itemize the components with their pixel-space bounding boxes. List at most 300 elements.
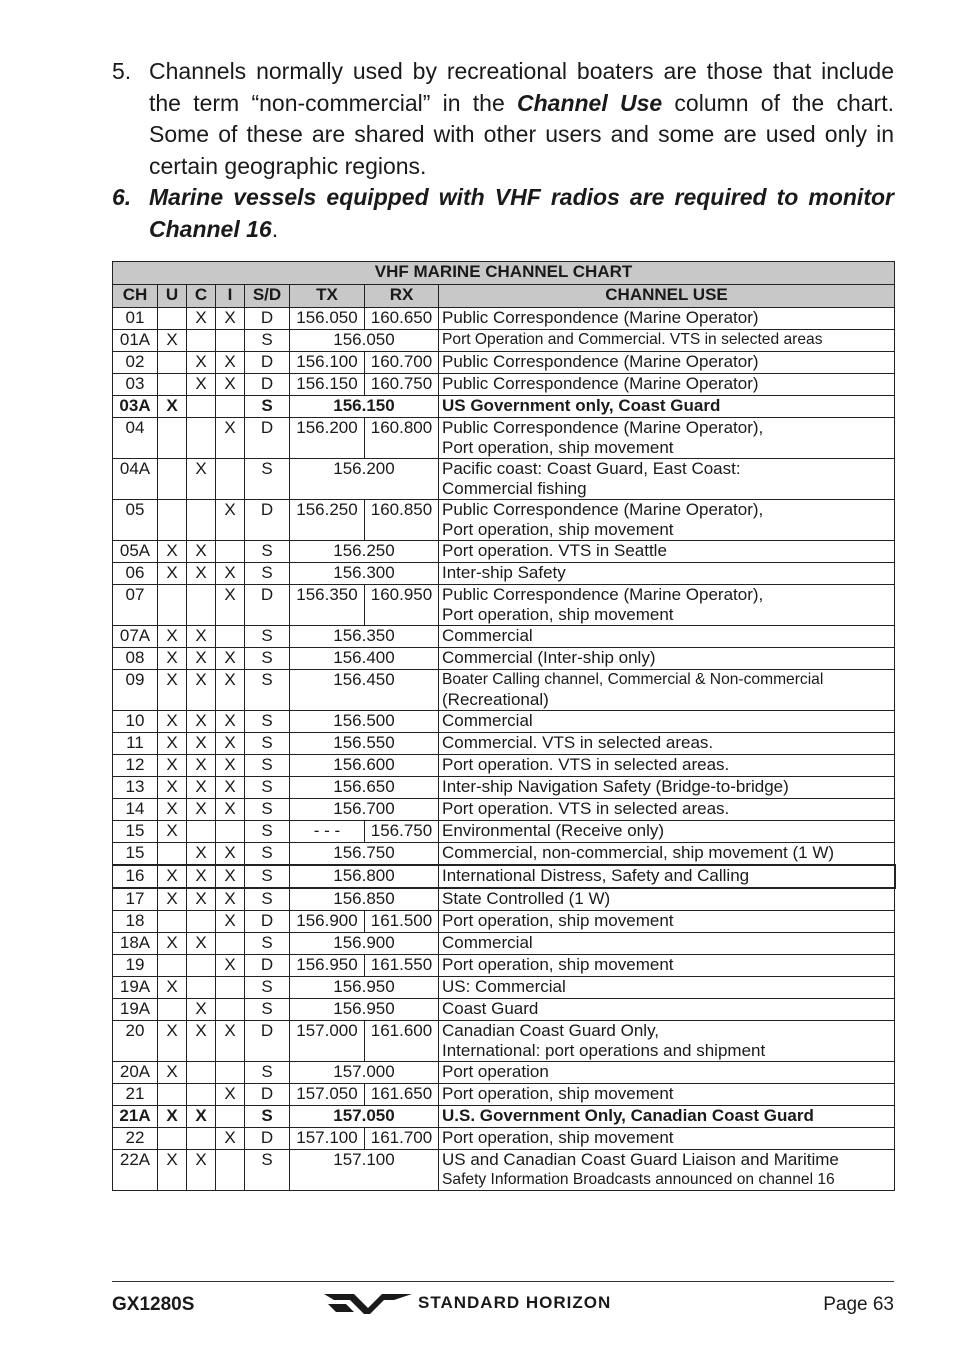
cell-international: X: [216, 955, 245, 977]
cell-channel: 04: [113, 418, 158, 459]
model-name: GX1280S: [112, 1294, 195, 1315]
table-row: [113, 626, 895, 648]
channel-use-line: Port operation. VTS in selected areas.: [442, 799, 730, 818]
cell-frequency: 156.600: [290, 755, 439, 777]
table-row: [113, 418, 895, 459]
brand-name: STANDARD HORIZON: [418, 1293, 612, 1312]
cell-international: X: [216, 374, 245, 396]
cell-simplex-duplex: S: [245, 933, 290, 955]
cell-channel-use: [439, 352, 895, 374]
cell-simplex-duplex: S: [245, 670, 290, 711]
channel-use-line: Commercial fishing: [442, 479, 587, 498]
cell-us: X: [158, 626, 187, 648]
cell-frequency: 157.050: [290, 1106, 439, 1128]
cell-international: X: [216, 1084, 245, 1106]
cell-international: X: [216, 418, 245, 459]
instruction-item-6: [112, 182, 894, 245]
cell-canada: X: [187, 459, 216, 500]
cell-us: X: [158, 1106, 187, 1128]
vhf-channel-table: [112, 261, 896, 1191]
cell-simplex-duplex: D: [245, 1128, 290, 1150]
cell-us: X: [158, 755, 187, 777]
cell-channel-use: [439, 777, 895, 799]
table-row: [113, 1084, 895, 1106]
channel-use-line: Commercial: [442, 711, 533, 730]
channel-use-line: Public Correspondence (Marine Operator),: [442, 500, 764, 519]
cell-us: [158, 1128, 187, 1150]
cell-channel: 14: [113, 799, 158, 821]
channel-use-line: US and Canadian Coast Guard Liaison and Maritime: [442, 1150, 839, 1169]
item-text-pre: Channels normally used by recreational boaters are those that include the term “non-commercial” in the: [149, 58, 894, 116]
cell-canada: X: [187, 1021, 216, 1062]
cell-us: X: [158, 670, 187, 711]
cell-simplex-duplex: D: [245, 308, 290, 330]
cell-simplex-duplex: D: [245, 500, 290, 541]
cell-simplex-duplex: D: [245, 1021, 290, 1062]
item-text-post: column of the chart. Some of these are shared with other users and some are used only in certain geographic regions.: [149, 89, 894, 179]
cell-us: X: [158, 1062, 187, 1084]
channel-use-line: State Controlled (1 W): [442, 889, 611, 908]
cell-channel-use: [439, 1106, 895, 1128]
table-row: [113, 330, 895, 352]
cell-canada: [187, 418, 216, 459]
cell-international: X: [216, 799, 245, 821]
cell-channel-use: [439, 670, 895, 711]
channel-use-line: Commercial. VTS in selected areas.: [442, 733, 714, 752]
cell-channel: 11: [113, 733, 158, 755]
cell-simplex-duplex: S: [245, 977, 290, 999]
cell-channel: 08: [113, 648, 158, 670]
table-row: [113, 733, 895, 755]
cell-channel: 18A: [113, 933, 158, 955]
cell-rx: 161.500: [365, 911, 439, 933]
cell-rx: 160.950: [365, 585, 439, 626]
cell-channel: 04A: [113, 459, 158, 500]
cell-simplex-duplex: S: [245, 541, 290, 563]
cell-us: [158, 459, 187, 500]
table-row: [113, 563, 895, 585]
cell-simplex-duplex: S: [245, 888, 290, 911]
cell-simplex-duplex: S: [245, 1106, 290, 1128]
cell-channel: 03A: [113, 396, 158, 418]
cell-international: X: [216, 500, 245, 541]
cell-channel-use: [439, 888, 895, 911]
cell-canada: X: [187, 777, 216, 799]
cell-simplex-duplex: S: [245, 999, 290, 1021]
cell-us: [158, 999, 187, 1021]
cell-channel-use: [439, 648, 895, 670]
cell-channel: 09: [113, 670, 158, 711]
channel-use-line: Port operation, ship movement: [442, 1084, 674, 1103]
cell-channel: 03: [113, 374, 158, 396]
cell-canada: [187, 585, 216, 626]
cell-channel: 20A: [113, 1062, 158, 1084]
cell-channel: 19A: [113, 977, 158, 999]
cell-canada: [187, 911, 216, 933]
cell-us: [158, 374, 187, 396]
item-text: [149, 182, 894, 245]
cell-simplex-duplex: S: [245, 396, 290, 418]
cell-tx: - - -: [290, 821, 365, 843]
channel-use-line: Port operation. VTS in selected areas.: [442, 755, 730, 774]
cell-international: [216, 330, 245, 352]
cell-simplex-duplex: S: [245, 330, 290, 352]
cell-us: X: [158, 777, 187, 799]
cell-us: X: [158, 888, 187, 911]
cell-international: [216, 1062, 245, 1084]
cell-channel-use: [439, 541, 895, 563]
cell-canada: X: [187, 563, 216, 585]
cell-tx: 157.050: [290, 1084, 365, 1106]
page-footer: [112, 1281, 894, 1332]
cell-international: X: [216, 670, 245, 711]
cell-frequency: 156.750: [290, 843, 439, 866]
channel-use-line: Public Correspondence (Marine Operator),: [442, 418, 764, 437]
instruction-item-5: [112, 56, 894, 182]
item-number: 6.: [112, 184, 132, 211]
cell-us: [158, 585, 187, 626]
cell-channel-use: [439, 755, 895, 777]
cell-channel: 02: [113, 352, 158, 374]
cell-us: X: [158, 648, 187, 670]
cell-channel: 22A: [113, 1150, 158, 1191]
cell-simplex-duplex: S: [245, 865, 290, 888]
standard-horizon-logo-icon: [324, 1290, 412, 1316]
channel-use-line: Port operation, ship movement: [442, 605, 674, 624]
cell-international: X: [216, 1021, 245, 1062]
cell-channel-use: [439, 308, 895, 330]
channel-use-line: Canadian Coast Guard Only,: [442, 1021, 660, 1040]
cell-channel: 01A: [113, 330, 158, 352]
table-row: [113, 585, 895, 626]
cell-simplex-duplex: S: [245, 563, 290, 585]
cell-us: [158, 955, 187, 977]
cell-frequency: 156.950: [290, 977, 439, 999]
cell-channel: 13: [113, 777, 158, 799]
cell-channel-use: [439, 1062, 895, 1084]
cell-channel: 21A: [113, 1106, 158, 1128]
cell-frequency: 156.850: [290, 888, 439, 911]
table-row: [113, 1021, 895, 1062]
cell-us: X: [158, 330, 187, 352]
cell-international: [216, 977, 245, 999]
cell-tx: 157.000: [290, 1021, 365, 1062]
table-row: [113, 352, 895, 374]
cell-canada: [187, 396, 216, 418]
cell-canada: X: [187, 626, 216, 648]
cell-channel: 18: [113, 911, 158, 933]
cell-frequency: 156.700: [290, 799, 439, 821]
cell-international: [216, 541, 245, 563]
channel-use-line: Public Correspondence (Marine Operator): [442, 374, 759, 393]
cell-simplex-duplex: D: [245, 374, 290, 396]
cell-tx: 156.100: [290, 352, 365, 374]
cell-us: X: [158, 821, 187, 843]
channel-use-line: International: port operations and shipment: [442, 1041, 766, 1060]
item-number: 5.: [112, 58, 132, 84]
channel-use-line: Public Correspondence (Marine Operator),: [442, 585, 764, 604]
cell-frequency: 157.000: [290, 1062, 439, 1084]
cell-frequency: 156.200: [290, 459, 439, 500]
cell-channel: 20: [113, 1021, 158, 1062]
channel-use-line: Port operation. VTS in Seattle: [442, 541, 667, 560]
cell-international: [216, 999, 245, 1021]
cell-us: [158, 418, 187, 459]
cell-rx: 161.600: [365, 1021, 439, 1062]
cell-international: [216, 396, 245, 418]
cell-channel-use: [439, 374, 895, 396]
cell-tx: 156.200: [290, 418, 365, 459]
cell-simplex-duplex: D: [245, 955, 290, 977]
cell-rx: 160.700: [365, 352, 439, 374]
cell-simplex-duplex: D: [245, 418, 290, 459]
cell-us: X: [158, 799, 187, 821]
table-row: [113, 888, 895, 911]
header-c: C: [187, 285, 216, 308]
cell-rx: 160.750: [365, 374, 439, 396]
cell-canada: [187, 1062, 216, 1084]
cell-simplex-duplex: D: [245, 352, 290, 374]
page-number: Page 63: [823, 1294, 894, 1315]
cell-canada: X: [187, 843, 216, 866]
table-row: [113, 374, 895, 396]
cell-us: X: [158, 865, 187, 888]
cell-international: X: [216, 308, 245, 330]
cell-channel-use: [439, 999, 895, 1021]
cell-tx: 156.900: [290, 911, 365, 933]
cell-channel-use: [439, 865, 895, 888]
intro-text: [112, 56, 894, 246]
cell-international: X: [216, 843, 245, 866]
cell-channel: 01: [113, 308, 158, 330]
cell-rx: 160.650: [365, 308, 439, 330]
cell-channel: 22: [113, 1128, 158, 1150]
table-row: [113, 648, 895, 670]
cell-channel: 17: [113, 888, 158, 911]
cell-canada: X: [187, 1106, 216, 1128]
cell-us: X: [158, 396, 187, 418]
cell-canada: X: [187, 711, 216, 733]
cell-simplex-duplex: S: [245, 648, 290, 670]
cell-channel: 19: [113, 955, 158, 977]
channel-use-line: Pacific coast: Coast Guard, East Coast:: [442, 459, 741, 478]
header-tx: TX: [290, 285, 365, 308]
channel-use-line: Coast Guard: [442, 999, 539, 1018]
table-row: [113, 396, 895, 418]
cell-frequency: 156.900: [290, 933, 439, 955]
cell-channel-use: [439, 563, 895, 585]
channel-use-line: US Government only, Coast Guard: [442, 396, 721, 415]
cell-international: X: [216, 711, 245, 733]
cell-rx: 156.750: [365, 821, 439, 843]
cell-channel: 19A: [113, 999, 158, 1021]
cell-channel-use: [439, 459, 895, 500]
table-row: [113, 1128, 895, 1150]
cell-tx: 156.150: [290, 374, 365, 396]
cell-channel-use: [439, 1150, 895, 1191]
header-rx: RX: [365, 285, 439, 308]
channel-use-line: Public Correspondence (Marine Operator): [442, 308, 759, 327]
cell-frequency: 157.100: [290, 1150, 439, 1191]
cell-us: X: [158, 933, 187, 955]
cell-simplex-duplex: S: [245, 711, 290, 733]
channel-use-line: International Distress, Safety and Calling: [442, 866, 750, 885]
cell-canada: X: [187, 352, 216, 374]
channel-use-line: Inter-ship Safety: [442, 563, 566, 582]
cell-canada: [187, 977, 216, 999]
cell-frequency: 156.450: [290, 670, 439, 711]
channel-use-line: U.S. Government Only, Canadian Coast Guard: [442, 1106, 814, 1125]
table-title: VHF MARINE CHANNEL CHART: [113, 262, 895, 285]
cell-canada: X: [187, 888, 216, 911]
cell-international: [216, 1150, 245, 1191]
cell-international: X: [216, 911, 245, 933]
brand-logo: [324, 1290, 611, 1316]
table-row: [113, 933, 895, 955]
channel-use-line: Commercial, non-commercial, ship movement (1 W): [442, 843, 835, 862]
table-row: [113, 911, 895, 933]
cell-us: X: [158, 541, 187, 563]
cell-us: [158, 500, 187, 541]
header-sd: S/D: [245, 285, 290, 308]
cell-channel: 05A: [113, 541, 158, 563]
cell-frequency: 156.150: [290, 396, 439, 418]
channel-use-line: Port Operation and Commercial. VTS in selected areas: [442, 331, 823, 348]
cell-simplex-duplex: S: [245, 1150, 290, 1191]
cell-tx: 156.250: [290, 500, 365, 541]
table-row: [113, 541, 895, 563]
cell-simplex-duplex: S: [245, 843, 290, 866]
cell-channel-use: [439, 843, 895, 866]
cell-rx: 160.800: [365, 418, 439, 459]
cell-canada: X: [187, 865, 216, 888]
cell-simplex-duplex: D: [245, 1084, 290, 1106]
table-row: [113, 711, 895, 733]
channel-use-line: Commercial: [442, 626, 533, 645]
cell-rx: 161.650: [365, 1084, 439, 1106]
cell-simplex-duplex: S: [245, 459, 290, 500]
cell-us: X: [158, 1021, 187, 1062]
channel-use-line: Port operation, ship movement: [442, 955, 674, 974]
table-body: [113, 308, 895, 1191]
channel-use-line: Inter-ship Navigation Safety (Bridge-to-bridge): [442, 777, 789, 796]
cell-tx: 156.950: [290, 955, 365, 977]
cell-international: X: [216, 352, 245, 374]
cell-channel: 06: [113, 563, 158, 585]
cell-canada: [187, 330, 216, 352]
cell-canada: [187, 500, 216, 541]
cell-international: X: [216, 563, 245, 585]
cell-channel-use: [439, 733, 895, 755]
table-row: [113, 308, 895, 330]
cell-international: X: [216, 733, 245, 755]
header-ch: CH: [113, 285, 158, 308]
cell-frequency: 156.950: [290, 999, 439, 1021]
channel-use-line: Port operation, ship movement: [442, 438, 674, 457]
cell-us: X: [158, 563, 187, 585]
cell-canada: X: [187, 670, 216, 711]
table-row: [113, 799, 895, 821]
cell-international: [216, 1106, 245, 1128]
cell-canada: [187, 1084, 216, 1106]
cell-us: X: [158, 1150, 187, 1191]
table-row: [113, 755, 895, 777]
cell-us: [158, 843, 187, 866]
channel-use-line: (Recreational): [442, 690, 549, 709]
header-u: U: [158, 285, 187, 308]
channel-use-line: US: Commercial: [442, 977, 566, 996]
cell-international: X: [216, 755, 245, 777]
channel-use-line: Environmental (Receive only): [442, 821, 665, 840]
cell-simplex-duplex: S: [245, 1062, 290, 1084]
cell-channel-use: [439, 977, 895, 999]
cell-us: [158, 308, 187, 330]
cell-international: [216, 821, 245, 843]
cell-us: [158, 911, 187, 933]
cell-canada: X: [187, 308, 216, 330]
cell-channel-use: [439, 821, 895, 843]
cell-channel: 05: [113, 500, 158, 541]
cell-channel-use: [439, 799, 895, 821]
cell-channel-use: [439, 933, 895, 955]
cell-canada: [187, 1128, 216, 1150]
table-header-row: [113, 285, 895, 308]
cell-canada: X: [187, 799, 216, 821]
cell-simplex-duplex: S: [245, 799, 290, 821]
table-row: [113, 821, 895, 843]
cell-simplex-duplex: D: [245, 911, 290, 933]
cell-channel-use: [439, 1021, 895, 1062]
cell-frequency: 156.350: [290, 626, 439, 648]
cell-canada: [187, 955, 216, 977]
cell-frequency: 156.300: [290, 563, 439, 585]
cell-canada: X: [187, 999, 216, 1021]
table-row: [113, 1062, 895, 1084]
table-row: [113, 865, 895, 888]
table-row: [113, 999, 895, 1021]
table-row: [113, 777, 895, 799]
table-row: [113, 459, 895, 500]
cell-canada: X: [187, 648, 216, 670]
cell-simplex-duplex: S: [245, 777, 290, 799]
cell-international: X: [216, 648, 245, 670]
cell-channel: 15: [113, 843, 158, 866]
cell-frequency: 156.550: [290, 733, 439, 755]
cell-us: X: [158, 733, 187, 755]
channel-use-line: Port operation: [442, 1062, 549, 1081]
cell-us: [158, 352, 187, 374]
cell-simplex-duplex: S: [245, 755, 290, 777]
channel-use-line: Public Correspondence (Marine Operator): [442, 352, 759, 371]
cell-us: X: [158, 977, 187, 999]
cell-international: [216, 933, 245, 955]
cell-simplex-duplex: S: [245, 733, 290, 755]
cell-frequency: 156.800: [290, 865, 439, 888]
cell-channel-use: [439, 500, 895, 541]
cell-channel: 21: [113, 1084, 158, 1106]
cell-frequency: 156.050: [290, 330, 439, 352]
channel-use-line: Commercial: [442, 933, 533, 952]
channel-use-line: Safety Information Broadcasts announced on channel 16: [442, 1171, 835, 1188]
table-row: [113, 1150, 895, 1191]
cell-frequency: 156.500: [290, 711, 439, 733]
cell-channel-use: [439, 396, 895, 418]
cell-tx: 156.050: [290, 308, 365, 330]
item-text-tail: .: [271, 215, 279, 242]
table-row: [113, 500, 895, 541]
emphasis-channel-use: Channel Use: [517, 89, 663, 116]
cell-canada: X: [187, 755, 216, 777]
